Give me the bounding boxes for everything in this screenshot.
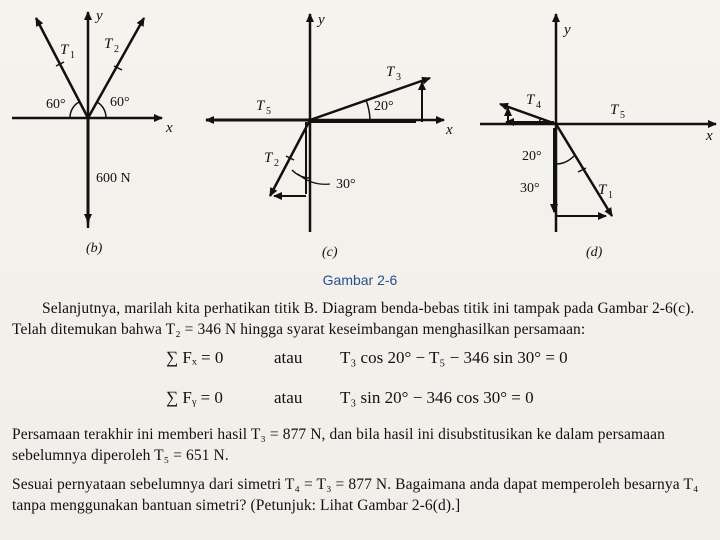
fig-b-t1-sub: 1 xyxy=(70,50,75,61)
fig-d-t5-label: T xyxy=(610,102,619,118)
equation-sum-fy xyxy=(166,388,666,414)
fig-b-angle-arc-right xyxy=(97,102,106,118)
fig-b-load-label: 600 N xyxy=(96,171,131,186)
equation-fx-conj: atau xyxy=(274,348,303,367)
fig-d-axis-x-label: x xyxy=(706,128,713,144)
fig-c-caption: (c) xyxy=(322,245,338,260)
fig-d-t4-label: T xyxy=(526,92,535,108)
equation-fy-rhs: T₃ sin 20° − 346 cos 30° = 0 xyxy=(340,388,534,407)
figure-b xyxy=(12,8,173,256)
fig-d-t1-sub: 1 xyxy=(608,190,613,201)
equation-fx-lhs: ∑ Fₓ = 0 xyxy=(166,348,224,367)
fig-b-axis-y-label: y xyxy=(96,8,103,24)
fig-c-angle-leader xyxy=(298,174,330,184)
fig-b-t1-label: T xyxy=(60,42,69,58)
fig-c-axis-x-label: x xyxy=(446,122,453,138)
fig-b-t2-label: T xyxy=(104,36,113,52)
figure-c xyxy=(206,12,453,260)
fig-c-t3-label: T xyxy=(386,64,395,80)
fig-d-t5-sub: 5 xyxy=(620,110,625,121)
paragraph-result: Persamaan terakhir ini memberi hasil T₃ = 877 N, dan bila hasil ini disubstitusikan ke dalam persamaan sebelumnya diperoleh T₅ = 651 N. xyxy=(12,426,665,464)
equation-fx-rhs: T₃ cos 20° − T₅ − 346 sin 30° = 0 xyxy=(340,348,568,367)
equation-fy-lhs: ∑ Fᵧ = 0 xyxy=(166,388,223,407)
fig-d-t4-sub: 4 xyxy=(536,100,541,111)
fig-d-t1-label: T xyxy=(598,182,607,198)
fig-b-angle-arc-left xyxy=(70,102,79,118)
fig-c-t5-label: T xyxy=(256,98,265,114)
fig-c-angle-20: 20° xyxy=(374,99,394,114)
fig-d-axis-y-label: y xyxy=(564,22,571,38)
paragraph-intro: Selanjutnya, marilah kita perhatikan titik B. Diagram benda-bebas titik ini tampak pada Gambar 2-6(c). Telah ditemukan bahwa T₂ = 346 N hingga syarat keseimbangan menghasilkan persamaan: xyxy=(12,300,695,338)
fig-c-angle-30: 30° xyxy=(336,177,356,192)
figure-d xyxy=(480,14,716,260)
fig-c-t2-label: T xyxy=(264,150,273,166)
fig-c-axis-y-label: y xyxy=(318,12,325,28)
fig-d-angle-30: 30° xyxy=(520,181,540,196)
fig-b-angle-left: 60° xyxy=(46,97,66,112)
equation-sum-fx xyxy=(166,348,666,374)
figure-caption: Gambar 2-6 xyxy=(322,272,398,288)
fig-d-angle-20: 20° xyxy=(522,149,542,164)
fig-d-angle-arc-30 xyxy=(556,156,574,164)
fig-b-axis-x-label: x xyxy=(166,120,173,136)
fig-b-angle-right: 60° xyxy=(110,95,130,110)
fig-b-t2-sub: 2 xyxy=(114,44,119,55)
paragraph-symmetry: Sesuai pernyataan sebelumnya dari simetri T₄ = T₃ = 877 N. Bagaimana anda dapat memperoleh besarnya T₄ tanpa menggunakan bantuan simetri? (Petunjuk: Lihat Gambar 2-6(d).] xyxy=(12,476,699,514)
fig-c-angle-arc-20 xyxy=(366,100,370,120)
fig-c-t3-sub: 3 xyxy=(396,72,401,83)
fig-d-t1-vector xyxy=(556,124,612,216)
fig-c-t5-sub: 5 xyxy=(266,106,271,117)
equation-fy-conj: atau xyxy=(274,388,303,407)
fig-c-t2-sub: 2 xyxy=(274,158,279,169)
fig-d-caption: (d) xyxy=(586,245,603,260)
fig-b-caption: (b) xyxy=(86,241,103,256)
